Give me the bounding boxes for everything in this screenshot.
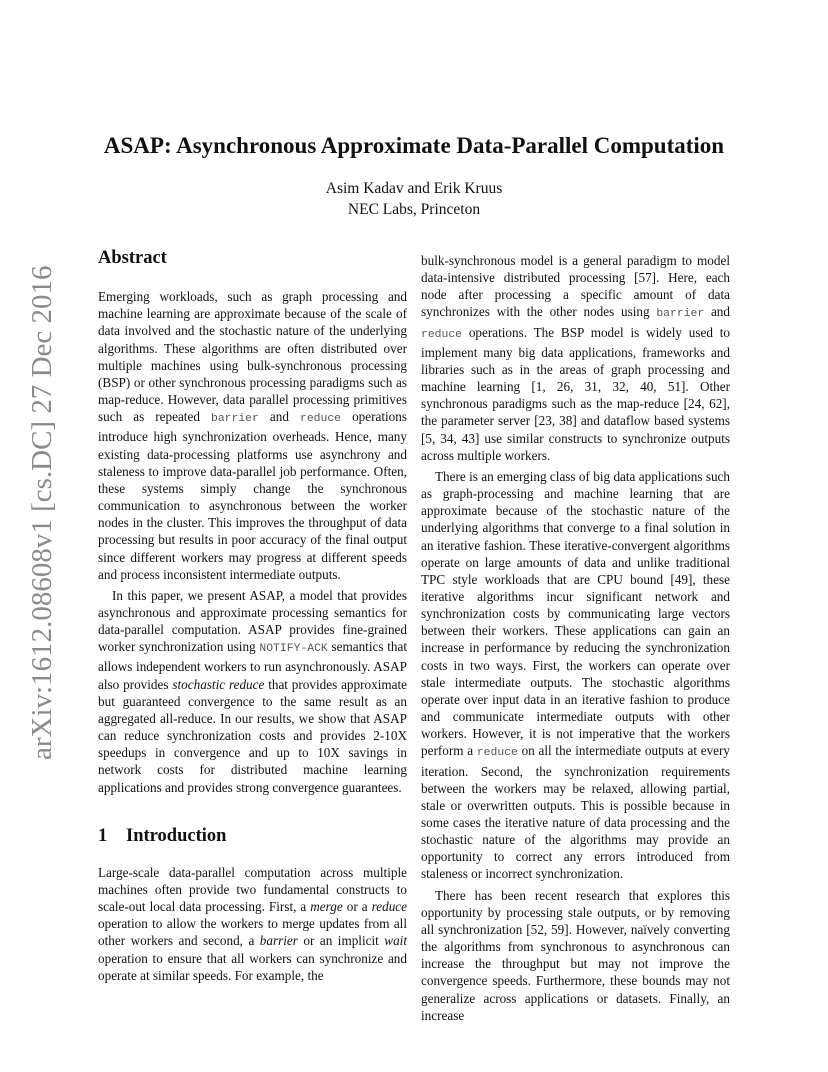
arxiv-identifier: arXiv:1612.08608v1 [cs.DC] 27 Dec 2016	[26, 265, 58, 760]
left-column	[98, 250, 407, 984]
right-paragraph-1: bulk-synchronous model is a general paradigm to model data-intensive distributed processing [57]. Here, each node after processing a specific amount of data synchronizes with the other nodes using barrier and reduce operations. The BSP model is widely used to implement many big data applications, frameworks and libraries such as in the areas of graph processing and machine learning [1, 26, 31, 32, 40, 51]. Other synchronous paradigms such as the map-reduce [24, 62], the parameter server [23, 38] and dataflow based systems [5, 34, 43] use similar constructs to synchronize outputs across multiple workers.	[421, 253, 730, 463]
abstract-heading: Abstract	[98, 248, 167, 268]
code-reduce: reduce	[300, 413, 342, 426]
code-notify-ack: NOTIFY-ACK	[259, 643, 328, 656]
abstract-paragraph-1: Emerging workloads, such as graph processing and machine learning are approximate because of the scale of data involved and the stochastic nature of the underlying algorithms. These algorithms are often distributed over multiple machines using bulk-synchronous processing (BSP) or other synchronous processing paradigms such as map-reduce. However, data parallel processing primitives such as repeated barrier and reduce operations introduce high synchronization overheads. Hence, many existing data-processing platforms use asynchrony and staleness to improve data-parallel job performance. Often, these systems simply change the synchronous communication to asynchronous between the worker nodes in the cluster. This improves the throughput of data processing but results in poor accuracy of the final output since different workers may progress at different speeds and process inconsistent intermediate outputs.	[98, 289, 408, 582]
code-barrier: barrier	[656, 308, 705, 321]
section-title: Introduction	[126, 825, 227, 846]
code-reduce: reduce	[421, 328, 463, 341]
paper-title: ASAP: Asynchronous Approximate Data-Parallel Computation	[103, 133, 725, 158]
introduction-heading	[98, 825, 407, 846]
section-number: 1	[98, 825, 108, 846]
emphasis-stochastic-reduce: stochastic reduce	[172, 676, 265, 692]
intro-paragraph-1: Large-scale data-parallel computation across multiple machines often provide two fundamental constructs to scale-out local data processing. First, a merge or a reduce operation to allow the workers to merge updates from all other workers and second, a barrier or an implicit wait operation to ensure that all workers can synchronize and operate at similar speeds. For example, the	[98, 864, 407, 983]
code-barrier: barrier	[210, 413, 259, 426]
abstract-paragraph-2: In this paper, we present ASAP, a model that provides asynchronous and approximate processing semantics for data-parallel computation. ASAP provides fine-grained worker synchronization using NOTIFY-ACK semantics that allows independent workers to run asynchronously. ASAP also provides stochastic reduce that provides approximate but guaranteed convergence to the same result as an aggregated all-reduce. In our results, we show that ASAP can reduce synchronization costs and provides 2-10X speedups in convergence and up to 10X savings in network costs for distributed machine learning applications and provides strong convergence guarantees.	[98, 587, 408, 795]
right-paragraph-3: There has been recent research that explores this opportunity by processing stale outputs, or by removing all synchronization [52, 59]. However, naïvely converting the algorithms from synchronous to asynchronous can increase the throughput but may not improve the convergence speeds. Furthermore, these bounds may not generalize across applications or datasets. Finally, an increase	[421, 887, 730, 1023]
author-block	[0, 178, 828, 220]
affiliation: NEC Labs, Princeton	[347, 201, 481, 218]
code-reduce: reduce	[476, 747, 518, 760]
right-column	[421, 252, 730, 1024]
right-paragraph-2: There is an emerging class of big data applications such as graph-processing and machine learning that are approximate because of the stochastic nature of the underlying algorithms that converge to a final solution in an iterative fashion. These iterative-convergent algorithms operate on large amounts of data and unlike traditional TPC style workloads that are CPU bound [49], these iterative algorithms incur significant network and synchronization costs by communicating large vectors between their workers. These applications can gain an increase in performance by reducing the synchronization costs in two ways. First, the workers can operate over stale intermediate outputs. The stochastic algorithms operate over input data in an iterative fashion to produce and communicate intermediate outputs with other workers. However, it is not imperative that the workers perform a reduce on all the intermediate outputs at every iteration. Second, the synchronization requirements between the workers may be relaxed, allowing partial, stale or overwritten outputs. This is possible because in some cases the iterative nature of data processing and the stochastic nature of the algorithms may provide an opportunity to correct any errors introduced from staleness or incorrect synchronization.	[421, 468, 731, 882]
authors: Asim Kadav and Erik Kruus	[325, 180, 503, 197]
